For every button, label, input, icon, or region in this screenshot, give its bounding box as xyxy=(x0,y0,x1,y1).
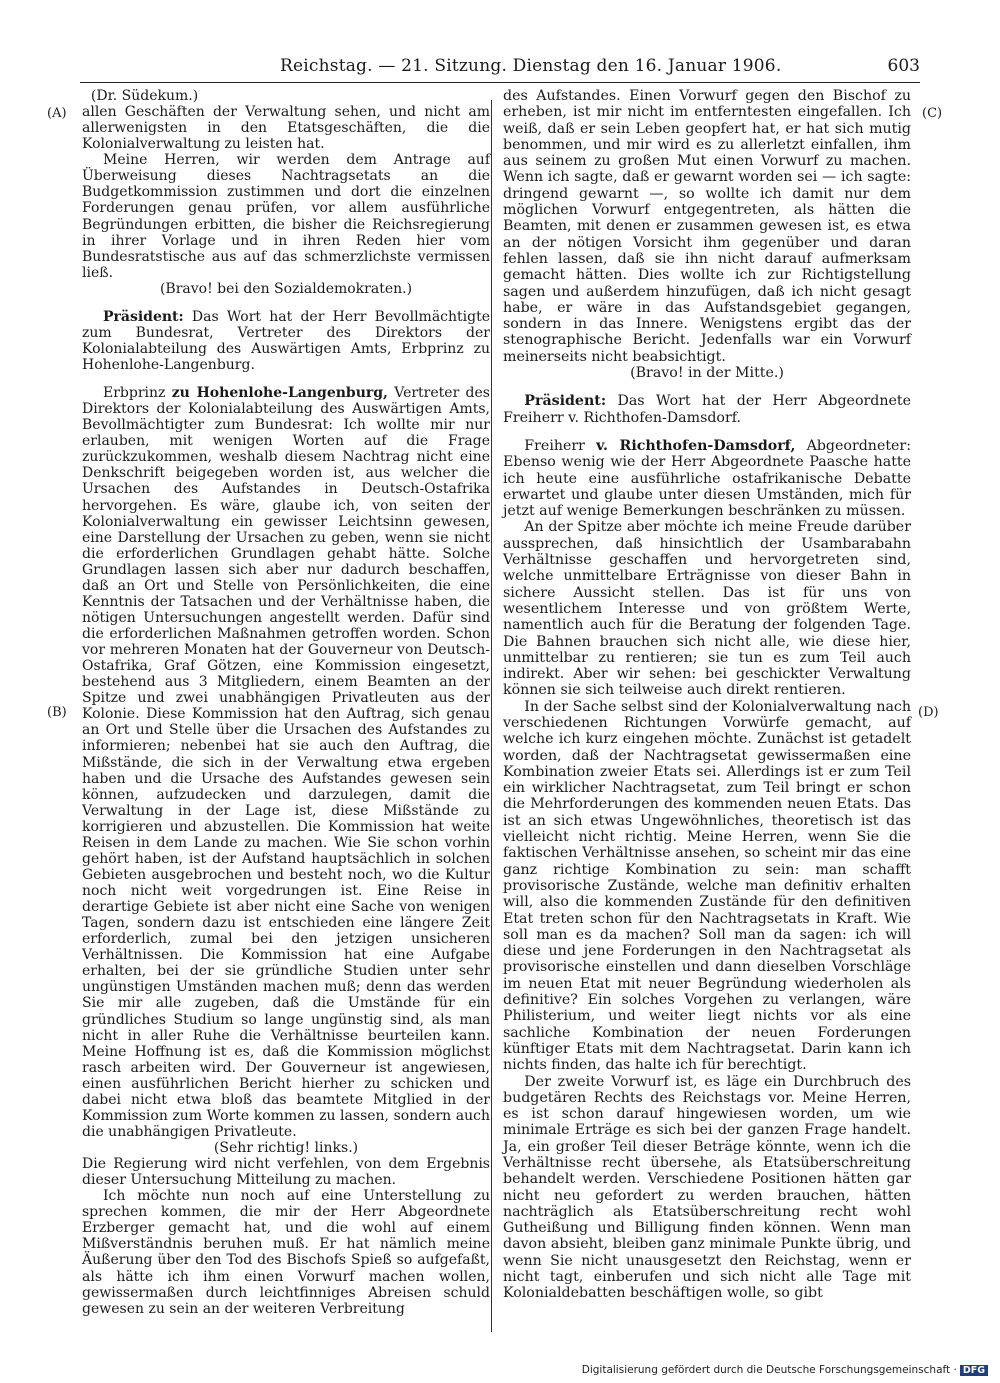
page-header xyxy=(80,56,920,83)
paragraph: allen Geschäften der Verwaltung sehen, und nicht am allerwenigsten in den Etatsgeschäften, die die Kolonialverwaltung zu leisten hat. xyxy=(82,104,490,153)
interjection: (Bravo! bei den Sozialdemokraten.) xyxy=(159,280,413,297)
speaker-label: Präsident: xyxy=(103,308,184,325)
dfg-logo: DFG xyxy=(960,1365,988,1376)
interjection: (Sehr richtig! links.) xyxy=(213,1140,359,1156)
running-title: Reichstag. — 21. Sitzung. Dienstag den 16. Januar 1906. xyxy=(280,56,782,76)
president-statement: Präsident: Das Wort hat der Herr Bevollmächtigte zum Bundesrat, Vertreter des Direktors der Kolonialabteilung des Auswärtigen Amts, Erbprinz zu Hohenlohe-Langenburg. xyxy=(82,308,491,373)
funding-note: Digitalisierung gefördert durch die Deutsche Forschungsgemeinschaft · xyxy=(581,1364,957,1376)
footer-credit xyxy=(582,1364,988,1376)
speaker-continuation: (Dr. Südekum.) xyxy=(90,88,199,104)
paragraph: des Aufstandes. Einen Vorwurf gegen den Bischof zu erheben, ist mir nicht im entferntesten eingefallen. Ich weiß, daß er sein Leben geopfert hat, er hat sich mutig benommen, und mir wird es zu allerletzt einfallen, ihm aus seinem zu großen Mut einen Vorwurf zu machen. Wenn ich sagte, daß er gewarnt worden sei — ich sagte: dringend gewarnt —, so wollte ich damit nur dem möglichen Vorwurf entgegentreten, als hätten die Beamten, mit denen er zusammen gewesen ist, es etwa an der nötigen Vorsicht ihm gegenüber und daran fehlen lassen, daß sie ihn nicht darauf aufmerksam gemacht hätten. Dies wollte ich zur Richtigstellung sagen und außerdem hinzufügen, daß ich nicht gesagt habe, er wäre in das Aufstandsgebiet gegangen, sondern in das Innere. Wenigstens ergibt das der stenographische Bericht. Jedenfalls war ein Vorwurf meinerseits nicht beabsichtigt. xyxy=(503,88,911,365)
column-divider xyxy=(491,100,492,1332)
margin-mark-b: (B) xyxy=(47,705,67,720)
president-statement: Präsident: Das Wort hat der Herr Abgeordnete Freiherr v. Richthofen-Damsdorf. xyxy=(503,393,911,426)
margin-mark-d: (D) xyxy=(918,705,939,720)
paragraph: Der zweite Vorwurf ist, es läge ein Durchbruch des budgetären Rechts des Reichstags vor. Meine Herren, es ist schon darauf hingewiesen worden, um wie minimale Erträge es sich bei der ganzen Frage handelt. Ja, ein großer Teil dieser Beträge könnte, wenn ich die Verhältnisse recht übersehe, als Etatsüberschreitung behandelt werden. Verschiedene Positionen hätten gar nicht neu gefordert zu werden brauchen, hätten nachträglich als Etatsüberschreitung recht wohl Gutheißung und Billigung finden können. Wenn man davon absieht, bleiben ganz minimale Punkte übrig, und wenn Sie nicht unausgesetzt den Reichstag, wenn er nicht tagt, einberufen und sich nicht alle Tage mit Kolonialdebatten beschäftigen wolle, so gibt xyxy=(503,1073,911,1302)
margin-mark-a: (A) xyxy=(47,106,67,121)
paragraph: An der Spitze aber möchte ich meine Freude darüber aussprechen, daß hinsichtlich der Usambarabahn Verhältnisse geschaffen und hervorgetreten sind, welche unmittelbare Erträgnisse von dieser Bahn in sichere Aussicht stellen. Das ist für uns von wesentlichem Interesse und von größtem Werte, namentlich auch für die Beratung der folgenden Tage. Die Bahnen brauchen sich nicht alle, wie diese hier, unmittelbar zu rentieren; sie tun es zum Teil auch indirekt. Aber wir sehen: bei geschickter Verwaltung können sie sich teilweise auch direkt rentieren. xyxy=(503,519,911,699)
right-column xyxy=(503,88,911,1302)
paragraph: Die Regierung wird nicht verfehlen, von dem Ergebnis dieser Untersuchung Mitteilung zu machen. xyxy=(82,1156,490,1189)
interjection: (Bravo! in der Mitte.) xyxy=(630,365,784,382)
speaker-label: Präsident: xyxy=(524,393,607,410)
page-number: 603 xyxy=(887,56,920,76)
speech-paragraph: Freiherr v. Richthofen-Damsdorf, Abgeordneter: Ebenso wenig wie der Herr Abgeordnete Paasche hatte ich heute eine ausführliche ostafrikanische Debatte erwartet und glaube unter diesen Umständen, mich für jetzt auf wenige Bemerkungen beschränken zu müssen. xyxy=(503,437,911,520)
margin-mark-c: (C) xyxy=(922,106,943,121)
paragraph: Meine Herren, wir werden dem Antrage auf Überweisung dieses Nachtragsetats an die Budgetkommission zustimmen und dort die einzelnen Forderungen genau prüfen, vor allem ausführliche Begründungen erbitten, die bisher die Reichsregierung in ihrer Vorlage und in ihren Reden hier vom Bundesratstische aus auf das schmerzlichste vermissen ließ. xyxy=(82,152,490,281)
left-column xyxy=(82,88,490,1317)
speaker-name: v. Richthofen-Damsdorf, xyxy=(596,437,796,454)
speaker-name: zu Hohenlohe-Langenburg, xyxy=(171,385,388,402)
paragraph: Ich möchte nun noch auf eine Unterstellung zu sprechen kommen, die mir der Herr Abgeordnete Erzberger gemacht hat, und die wohl auf einem Mißverständnis beruhen muß. Er hat nämlich meine Äußerung über den Tod des Bischofs Spieß so aufgefaßt, als hätte ich ihm einen Vorwurf machen wollen, gewissermaßen durch leichtfinniges Abreisen schuld gewesen zu sein an der weiteren Verbreitung xyxy=(82,1188,490,1317)
speech-paragraph: Erbprinz zu Hohenlohe-Langenburg, Vertreter des Direktors der Kolonialabteilung des Auswärtigen Amts, Bevollmächtigter zum Bundesrat: Ich wollte mir nur erlauben, mit wenigen Worten auf die Frage zurückzukommen, weshalb diesem Nachtrag nicht eine Denkschrift beigegeben worden ist, aus welcher die Ursachen des Aufstandes in Deutsch-Ostafrika hervorgehen. Es wäre, glaube ich, von seiten der Kolonialverwaltung ein gewisser Leichtsinn gewesen, eine Darstellung der Ursachen zu geben, wenn sie nicht die erforderlichen Grundlagen gehabt hätte. Solche Grundlagen lassen sich aber nur dadurch beschaffen, daß an Ort und Stelle von Persönlichkeiten, die eine Kenntnis der Tatsachen und der Verhältnisse haben, die nötigen Untersuchungen angestellt werden. Dafür sind die erforderlichen Maßnahmen getroffen worden. Schon vor mehreren Monaten hat der Gouverneur von Deutsch-Ostafrika, Graf Götzen, eine Kommission eingesetzt, bestehend aus 3 Mitgliedern, einem Beamten an der Spitze und zwei unabhängigen Privatleuten aus der Kolonie. Diese Kommission hat den Auftrag, sich genau an Ort und Stelle über die Ursachen des Aufstandes zu informieren; nebenbei hat sie auch den Auftrag, die Mißstände, die sich in der Verwaltung etwa ergeben haben und die Ursache des Aufstandes gewesen sein können, aufzudecken und darzulegen, damit die Verwaltung in der Lage ist, diese Mißstände zu korrigieren und abzustellen. Die Kommission hat weite Reisen in dem Lande zu machen. Wie Sie schon vorhin gehört haben, ist der Aufstand hauptsächlich in solchen Gebieten ausgebrochen und besteht noch, wo die Kultur noch nicht weit vorgedrungen ist. Eine Reise in derartige Gebiete ist aber nicht eine Sache von wenigen Tagen, sondern dazu ist entschieden eine längere Zeit erforderlich, zumal bei den jetzigen unsicheren Verhältnissen. Die Kommission hat eine Aufgabe erhalten, bei der sie gründliche Studien unter sehr ungünstigen Umständen machen muß; denn das werden Sie mir alle zugeben, daß die Umstände für ein gründliches Studium so lange ungünstig sind, als man nicht in aller Ruhe die Verhältnisse beurteilen kann. Meine Hoffnung ist es, daß die Kommission möglichst rasch arbeiten wird. Der Gouverneur ist angewiesen, einen ausführlichen Bericht hierher zu schicken und dabei nicht etwa bloß das beamtete Mitglied in der Kommission zum Worte kommen zu lassen, sondern auch die unabhängigen Privatleute. xyxy=(82,385,490,1140)
paragraph: In der Sache selbst sind der Kolonialverwaltung nach verschiedenen Richtungen Vorwürfe gemacht, auf welche ich kurz eingehen möchte. Zunächst ist getadelt worden, daß der Nachtragsetat gewissermaßen eine Kombination zweier Etats sei. Allerdings ist er zum Teil ein wirklicher Nachtragsetat, zum Teil bringt er schon die Mehrforderungen des kommenden neuen Etats. Das ist an sich etwas Ungewöhnliches, theoretisch ist das vielleicht nicht richtig. Meine Herren, wenn Sie die faktischen Verhältnisse ansehen, so scheint mir das eine ganz richtige Kombination zu sein: man schafft provisorische Zustände, welche man definitiv erhalten will, also die kommenden Zustände für den definitiven Etat treten schon für den Nachtragsetats in Kraft. Wie soll man es da machen? Soll man da sagen: ich will diese und jene Forderungen in den Nachtragsetat als provisorische einstellen und dann dieselben Vorschläge im neuen Etat mit neuer Begründung wiederholen als definitive? Ein solches Vorgehen zu verlangen, wäre Philisterium, und weiter liegt nichts vor als eine sachliche Kombination der neuen Forderungen künftiger Etats mit dem Nachtragsetat. Darin kann ich nichts finden, das halte ich für berechtigt. xyxy=(503,698,911,1074)
